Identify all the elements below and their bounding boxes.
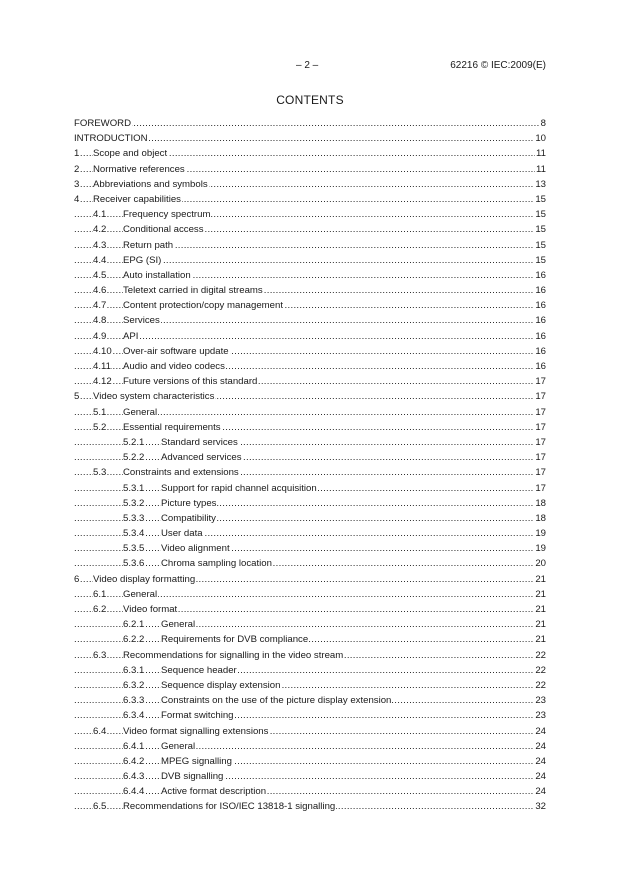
toc-entry-title: Over-air software update xyxy=(123,344,230,359)
toc-entry-title: Return path xyxy=(123,238,174,253)
toc-entry-page: 10 xyxy=(534,131,546,146)
toc-entry-page: 24 xyxy=(534,769,546,784)
toc-entry-title: Requirements for DVB compliance xyxy=(161,632,309,647)
toc-entry-page: 15 xyxy=(534,253,546,268)
toc-entry-number: 4.4 xyxy=(93,253,106,268)
toc-entry-number: 5.2 xyxy=(93,420,106,435)
toc-entry-page: 21 xyxy=(534,572,546,587)
toc-entry-page: 17 xyxy=(534,435,546,450)
toc-entry-title: Constraints and extensions xyxy=(123,465,240,480)
toc-entry-number: 4.9 xyxy=(93,329,106,344)
toc-entry-page: 17 xyxy=(534,450,546,465)
toc-entry[interactable] xyxy=(74,496,546,511)
toc-entry-title: Future versions of this standard xyxy=(123,374,258,389)
toc-entry-page: 32 xyxy=(534,799,546,814)
toc-entry[interactable] xyxy=(74,526,546,541)
toc-entry-number: 4.12 xyxy=(93,374,112,389)
toc-entry-title: Sequence header xyxy=(161,663,238,678)
table-of-contents xyxy=(74,116,546,815)
toc-entry[interactable] xyxy=(74,724,546,739)
toc-entry-title: Frequency spectrum xyxy=(123,207,211,222)
toc-entry-number: 4.1 xyxy=(93,207,106,222)
toc-entry-number: 5.3.3 xyxy=(123,511,144,526)
toc-entry-page: 21 xyxy=(534,587,546,602)
toc-entry-page: 15 xyxy=(534,238,546,253)
toc-entry-title: MPEG signalling xyxy=(161,754,233,769)
toc-entry-number: 6.3.1 xyxy=(123,663,144,678)
contents-heading: CONTENTS xyxy=(276,93,344,107)
toc-entry-number: 4 xyxy=(74,192,79,207)
toc-entry-number: 6.4 xyxy=(93,724,106,739)
toc-entry[interactable] xyxy=(74,329,546,344)
toc-entry-page: 16 xyxy=(534,313,546,328)
toc-entry-page: 23 xyxy=(534,693,546,708)
toc-entry-number: 5.3.6 xyxy=(123,556,144,571)
toc-entry-number: 5.2.2 xyxy=(123,450,144,465)
toc-entry-page: 22 xyxy=(534,648,546,663)
toc-entry-page: 15 xyxy=(534,222,546,237)
toc-entry-page: 24 xyxy=(534,784,546,799)
toc-entry[interactable] xyxy=(74,116,546,131)
toc-entry[interactable] xyxy=(74,253,546,268)
toc-entry-number: 4.3 xyxy=(93,238,106,253)
toc-entry-page: 15 xyxy=(534,207,546,222)
toc-entry[interactable] xyxy=(74,481,546,496)
toc-entry-number: 4.10 xyxy=(93,344,112,359)
toc-entry-page: 16 xyxy=(534,283,546,298)
toc-entry-number: 6.4.2 xyxy=(123,754,144,769)
toc-entry-number: 3 xyxy=(74,177,79,192)
toc-entry-title: Advanced services xyxy=(161,450,243,465)
toc-entry-title: API xyxy=(123,329,139,344)
toc-entry[interactable] xyxy=(74,238,546,253)
toc-entry-page: 17 xyxy=(534,374,546,389)
toc-entry[interactable] xyxy=(74,678,546,693)
toc-entry[interactable] xyxy=(74,268,546,283)
toc-entry-title: Receiver capabilities xyxy=(93,192,182,207)
toc-entry[interactable] xyxy=(74,192,546,207)
toc-entry[interactable] xyxy=(74,389,546,404)
toc-entry[interactable] xyxy=(74,374,546,389)
toc-entry-title: Services xyxy=(123,313,161,328)
toc-entry-number: 4.11 xyxy=(93,359,111,374)
toc-entry-title: Video alignment xyxy=(161,541,231,556)
toc-entry-title: Video display formatting xyxy=(93,572,196,587)
toc-entry-number: 4.8 xyxy=(93,313,106,328)
toc-entry[interactable] xyxy=(74,708,546,723)
toc-entry-title: Video format signalling extensions xyxy=(123,724,269,739)
toc-entry-number: 6.4.1 xyxy=(123,739,144,754)
toc-entry[interactable] xyxy=(74,769,546,784)
toc-entry-number: 4.5 xyxy=(93,268,106,283)
toc-entry-title: General xyxy=(161,617,196,632)
toc-entry-page: 17 xyxy=(534,465,546,480)
toc-entry-page: 22 xyxy=(534,663,546,678)
toc-entry-number: 6.1 xyxy=(93,587,106,602)
toc-entry[interactable] xyxy=(74,693,546,708)
toc-entry-number: 6.3.4 xyxy=(123,708,144,723)
toc-entry-page: 16 xyxy=(534,268,546,283)
toc-entry-title: General xyxy=(123,405,158,420)
toc-entry[interactable] xyxy=(74,602,546,617)
toc-entry-title: Picture types xyxy=(161,496,217,511)
toc-entry-title: Format switching xyxy=(161,708,235,723)
toc-entry-title: FOREWORD xyxy=(74,116,132,131)
toc-entry-number: 2 xyxy=(74,162,79,177)
toc-entry-number: 5.3.5 xyxy=(123,541,144,556)
toc-entry-title: Scope and object xyxy=(93,146,168,161)
toc-entry-page: 16 xyxy=(534,298,546,313)
toc-entry-number: 5.1 xyxy=(93,405,106,420)
toc-entry[interactable] xyxy=(74,222,546,237)
toc-entry-number: 5 xyxy=(74,389,79,404)
toc-entry-number: 6.4.3 xyxy=(123,769,144,784)
toc-entry[interactable] xyxy=(74,663,546,678)
toc-entry-number: 6.2.2 xyxy=(123,632,144,647)
toc-entry[interactable] xyxy=(74,405,546,420)
toc-entry-title: INTRODUCTION xyxy=(74,131,149,146)
toc-entry[interactable] xyxy=(74,313,546,328)
toc-entry-number: 6.5 xyxy=(93,799,106,814)
toc-entry[interactable] xyxy=(74,131,546,146)
toc-entry-title: General xyxy=(161,739,196,754)
page-number: – 2 – xyxy=(296,60,319,71)
toc-entry-title: EPG (SI) xyxy=(123,253,162,268)
toc-entry-page: 17 xyxy=(534,405,546,420)
toc-entry-page: 11 xyxy=(535,146,546,161)
toc-entry[interactable] xyxy=(74,162,546,177)
toc-entry-title: Sequence display extension xyxy=(161,678,281,693)
toc-entry-page: 17 xyxy=(534,481,546,496)
toc-entry-page: 22 xyxy=(534,678,546,693)
toc-entry-number: 5.3.1 xyxy=(123,481,144,496)
toc-entry-number: 5.2.1 xyxy=(123,435,144,450)
toc-entry-number: 5.3 xyxy=(93,465,106,480)
toc-entry[interactable] xyxy=(74,799,546,814)
toc-entry-page: 16 xyxy=(534,329,546,344)
toc-entry[interactable] xyxy=(74,207,546,222)
toc-entry[interactable] xyxy=(74,450,546,465)
toc-entry-page: 21 xyxy=(534,632,546,647)
toc-entry-number: 5.3.4 xyxy=(123,526,144,541)
toc-entry[interactable] xyxy=(74,541,546,556)
toc-entry[interactable] xyxy=(74,359,546,374)
toc-entry-title: Support for rapid channel acquisition xyxy=(161,481,318,496)
toc-entry-page: 24 xyxy=(534,754,546,769)
toc-entry-number: 5.3.2 xyxy=(123,496,144,511)
toc-entry-page: 21 xyxy=(534,602,546,617)
toc-entry-title: Recommendations for ISO/IEC 13818-1 signalling xyxy=(123,799,336,814)
toc-entry-title: General xyxy=(123,587,158,602)
toc-entry-page: 18 xyxy=(534,511,546,526)
toc-entry-page: 16 xyxy=(534,359,546,374)
toc-entry-title: Teletext carried in digital streams xyxy=(123,283,264,298)
toc-entry[interactable] xyxy=(74,784,546,799)
standard-reference: 62216 © IEC:2009(E) xyxy=(450,60,546,71)
toc-entry-page: 8 xyxy=(540,116,546,131)
toc-entry-title: DVB signalling xyxy=(161,769,224,784)
toc-entry-page: 24 xyxy=(534,724,546,739)
toc-entry-number: 4.6 xyxy=(93,283,106,298)
toc-entry-title: Essential requirements xyxy=(123,420,222,435)
toc-entry-title: Video system characteristics xyxy=(93,389,215,404)
toc-entry[interactable] xyxy=(74,511,546,526)
toc-entry-page: 15 xyxy=(534,192,546,207)
toc-entry-number: 6.3 xyxy=(93,648,106,663)
toc-entry-page: 18 xyxy=(534,496,546,511)
toc-entry[interactable] xyxy=(74,298,546,313)
toc-entry[interactable] xyxy=(74,465,546,480)
toc-entry-number: 4.2 xyxy=(93,222,106,237)
toc-entry[interactable] xyxy=(74,739,546,754)
toc-entry[interactable] xyxy=(74,344,546,359)
toc-entry-page: 11 xyxy=(535,162,546,177)
toc-entry-page: 24 xyxy=(534,739,546,754)
toc-entry-number: 6 xyxy=(74,572,79,587)
toc-entry-title: Normative references xyxy=(93,162,186,177)
toc-entry-title: Video format xyxy=(123,602,178,617)
toc-entry-page: 16 xyxy=(534,344,546,359)
toc-entry[interactable] xyxy=(74,648,546,663)
toc-entry[interactable] xyxy=(74,632,546,647)
toc-entry[interactable] xyxy=(74,420,546,435)
toc-entry[interactable] xyxy=(74,587,546,602)
toc-entry-title: Recommendations for signalling in the video stream xyxy=(123,648,344,663)
toc-entry-number: 4.7 xyxy=(93,298,106,313)
toc-entry[interactable] xyxy=(74,435,546,450)
toc-entry-title: Compatibility xyxy=(161,511,217,526)
toc-entry-number: 6.2.1 xyxy=(123,617,144,632)
toc-entry-title: Audio and video codecs xyxy=(123,359,226,374)
toc-entry-page: 20 xyxy=(534,556,546,571)
toc-entry-number: 6.4.4 xyxy=(123,784,144,799)
toc-entry-number: 6.3.3 xyxy=(123,693,144,708)
toc-entry-page: 13 xyxy=(534,177,546,192)
toc-entry-title: Active format description xyxy=(161,784,267,799)
toc-entry[interactable] xyxy=(74,556,546,571)
toc-entry-page: 17 xyxy=(534,420,546,435)
toc-entry-title: Auto installation xyxy=(123,268,192,283)
toc-entry[interactable] xyxy=(74,572,546,587)
toc-entry-title: Conditional access xyxy=(123,222,205,237)
toc-entry-title: Content protection/copy management xyxy=(123,298,284,313)
toc-entry[interactable] xyxy=(74,754,546,769)
toc-entry-page: 17 xyxy=(534,389,546,404)
toc-entry-title: Constraints on the use of the picture display extension xyxy=(161,693,392,708)
toc-entry-page: 23 xyxy=(534,708,546,723)
toc-entry-page: 19 xyxy=(534,526,546,541)
toc-entry[interactable] xyxy=(74,617,546,632)
toc-entry-number: 6.2 xyxy=(93,602,106,617)
toc-entry-title: Chroma sampling location xyxy=(161,556,273,571)
toc-entry-title: User data xyxy=(161,526,204,541)
toc-entry-page: 21 xyxy=(534,617,546,632)
toc-entry[interactable] xyxy=(74,283,546,298)
toc-entry[interactable] xyxy=(74,146,546,161)
toc-entry[interactable] xyxy=(74,177,546,192)
toc-entry-number: 6.3.2 xyxy=(123,678,144,693)
toc-entry-title: Abbreviations and symbols xyxy=(93,177,209,192)
toc-entry-number: 1 xyxy=(74,146,79,161)
toc-entry-page: 19 xyxy=(534,541,546,556)
toc-entry-title: Standard services xyxy=(161,435,239,450)
